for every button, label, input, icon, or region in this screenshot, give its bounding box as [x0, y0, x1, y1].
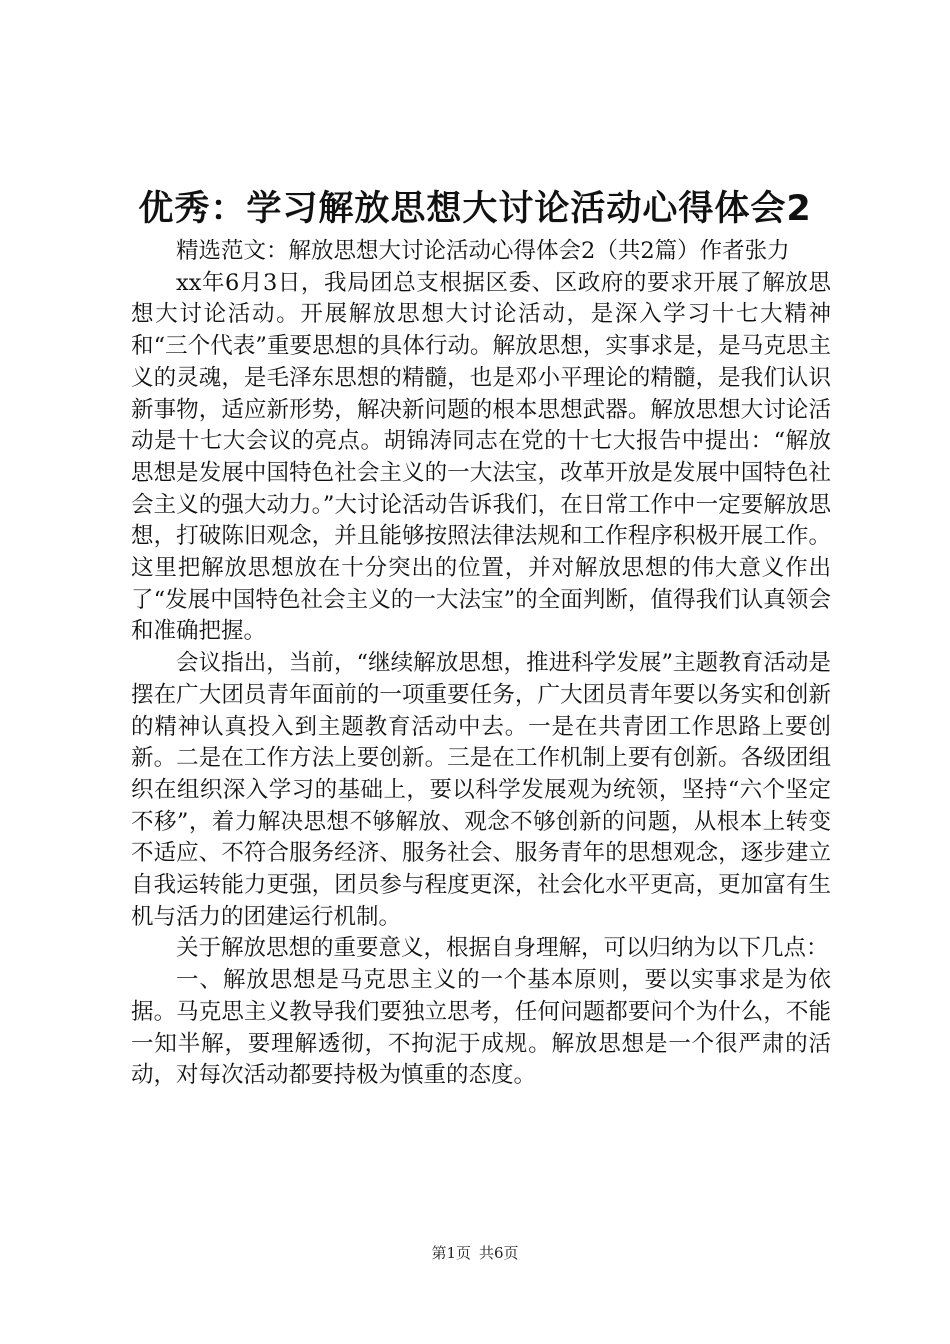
- page-number: 第1页: [431, 1244, 471, 1262]
- body-paragraph-4: 一、解放思想是马克思主义的一个基本原则，要以实事求是为依据。马克思主义教导我们要独立思考，任何问题都要问个为什么，不能一知半解，要理解透彻，不拘泥于成规。解放思想是一个很严肃的活动，对每次活动都要持极为慎重的态度。: [131, 967, 831, 1089]
- document-title: 优秀：学习解放思想大讨论活动心得体会2: [138, 189, 812, 229]
- page-total: 共6页: [479, 1244, 519, 1262]
- body-paragraph-3: 关于解放思想的重要意义，根据自身理解，可以归纳为以下几点：: [176, 935, 829, 962]
- document-body: [131, 236, 831, 1092]
- body-paragraph-2: 会议指出，当前，“继续解放思想，推进科学发展”主题教育活动是摆在广大团员青年面前的一项重要任务，广大团员青年要以务实和创新的精神认真投入到主题教育活动中去。一是在共青团工作思路上要创新。二是在工作方法上要创新。三是在工作机制上要有创新。各级团组织在组织深入学习的基础上，要以科学发展观为统领，坚持“六个坚定不移”，着力解决思想不够解放、观念不够创新的问题，从根本上转变不适应、不符合服务经济、服务社会、服务青年的思想观念，逐步建立自我运转能力更强，团员参与程度更深，社会化水平更高，更加富有生机与活力的团建运行机制。: [131, 650, 831, 930]
- body-paragraph-1: xx年6月3日，我局团总支根据区委、区政府的要求开展了解放思想大讨论活动。开展解放思想大讨论活动，是深入学习十七大精神和“三个代表”重要思想的具体行动。解放思想，实事求是，是马克思主义的灵魂，是毛泽东思想的精髓，也是邓小平理论的精髓，是我们认识新事物，适应新形势，解决新问题的根本思想武器。解放思想大讨论活动是十七大会议的亮点。胡锦涛同志在党的十七大报告中提出：“解放思想是发展中国特色社会主义的一大法宝，改革开放是发展中国特色社会主义的强大动力。”大讨论活动告诉我们，在日常工作中一定要解放思想，打破陈旧观念，并且能够按照法律法规和工作程序积极开展工作。这里把解放思想放在十分突出的位置，并对解放思想的伟大意义作出了“发展中国特色社会主义的一大法宝”的全面判断，值得我们认真领会和准确把握。: [131, 269, 831, 645]
- intro-paragraph: 精选范文：解放思想大讨论活动心得体会2（共2篇）作者张力: [176, 238, 790, 264]
- page-footer: [0, 1243, 950, 1263]
